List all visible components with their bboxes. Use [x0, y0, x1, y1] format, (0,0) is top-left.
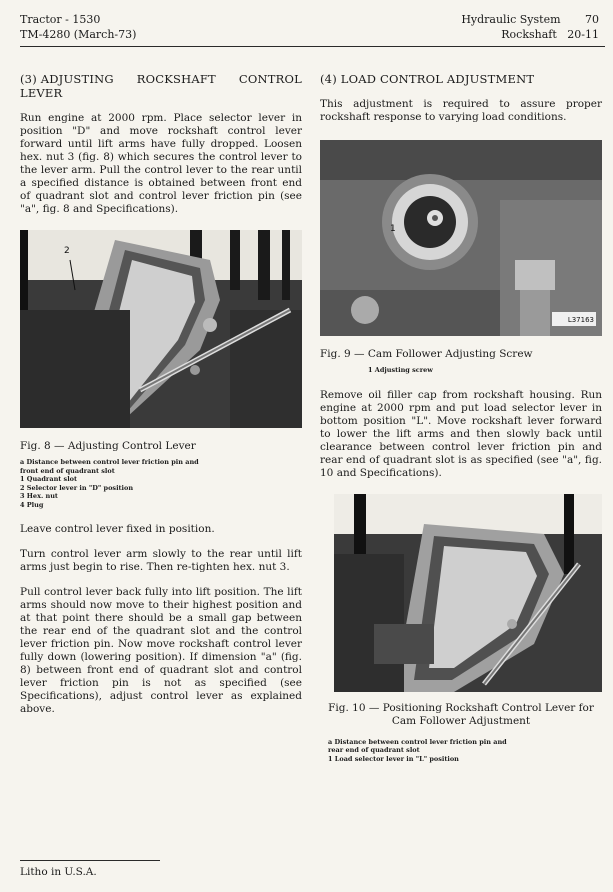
tractor-model: Tractor - 1530: [20, 13, 101, 26]
legend-item: 3 Hex. nut: [20, 492, 58, 500]
figure-8-legend: [20, 458, 302, 509]
page-header-right: [461, 12, 599, 42]
page-number: 20-11: [567, 28, 599, 41]
paragraph-pull-lever: Pull control lever back fully into lift position. The lift arms should now move to their highest position and at that point there should be a small gap between the rear end of the quadrant slot and the control lever friction pin. Now move rockshaft control lever fully down (lowering position). If dimension "a" (fig. 8) between front end of quadrant slot and control lever friction pin is not as specified (see Specifications), adjust control lever as explained above.: [20, 586, 302, 715]
section-number: 70: [585, 13, 599, 26]
subsection-title-line: [461, 27, 599, 42]
footer-printer-note: Litho in U.S.A.: [20, 866, 97, 878]
section-heading-adjusting-lever: (3) ADJUSTING ROCKSHAFT CONTROL LEVER: [20, 72, 302, 100]
paragraph-leave-lever: Leave control lever fixed in position.: [20, 523, 215, 535]
legend-item: 2 Selector lever in "D" position: [20, 483, 134, 492]
section-title-line: [461, 12, 599, 27]
section-heading-load-control: (4) LOAD CONTROL ADJUSTMENT: [320, 72, 535, 86]
figure-9-caption: Fig. 9 — Cam Follower Adjusting Screw: [320, 348, 533, 360]
paragraph-adjust-lever: Run engine at 2000 rpm. Place selector lever in position "D" and move rockshaft control lever forward until lift arms have fully dropped. Loosen hex. nut 3 (fig. 8) which secures the control lever to the lever arm. Pull the control lever to the rear until a specified distance is obtained between front end of quadrant slot and control lever friction pin (see "a", fig. 8 and Specifications).: [20, 112, 302, 215]
legend-item: 1 Quadrant slot: [20, 475, 78, 483]
footer-divider: [20, 860, 160, 861]
legend-item: front end of quadrant slot: [20, 466, 115, 475]
paragraph-load-intro: This adjustment is required to assure proper rockshaft response to varying load conditions.: [320, 98, 602, 123]
legend-item: rear end of quadrant slot: [328, 746, 420, 754]
header-divider: [20, 46, 605, 47]
figure-10-photo: [334, 494, 602, 692]
figure-8-photo: [20, 230, 302, 428]
manual-number: TM-4280 (March-73): [20, 28, 137, 41]
legend-item: a Distance between control lever friction pin and: [20, 458, 199, 466]
page-header-left: [20, 12, 136, 42]
right-column: [320, 72, 602, 777]
subsection-title: Rockshaft: [501, 28, 557, 41]
left-column: [20, 72, 302, 728]
fig9-photo-code: L37163: [567, 316, 594, 324]
figure-8-caption: Fig. 8 — Adjusting Control Lever: [20, 440, 196, 452]
figure-10-legend: [320, 738, 602, 764]
paragraph-remove-cap: Remove oil filler cap from rockshaft housing. Run engine at 2000 rpm and put load selector lever in bottom position "L". Move rockshaft lever forward to lower the lift arms and then slowly back until clearance between control lever friction pin and rear end of quadrant slot is as specified (see "a", fig. 10 and Specifications).: [320, 388, 602, 479]
figure-9-photo: [320, 140, 602, 336]
legend-item: 4 Plug: [20, 500, 44, 509]
legend-item: 1 Load selector lever in "L" position: [328, 754, 459, 763]
figure-10-caption: Fig. 10 — Positioning Rockshaft Control Lever for Cam Follower Adjustment: [328, 701, 594, 727]
section-title: Hydraulic System: [461, 13, 561, 26]
fig8-callout-2: 2: [64, 246, 70, 256]
paragraph-turn-lever: Turn control lever arm slowly to the rear until lift arms just begin to rise. Then re-tighten hex. nut 3.: [20, 548, 302, 573]
legend-item: a Distance between control lever friction pin and: [328, 737, 507, 746]
fig9-callout-1: 1: [390, 224, 396, 234]
figure-9-legend: 1 Adjusting screw: [368, 366, 433, 374]
